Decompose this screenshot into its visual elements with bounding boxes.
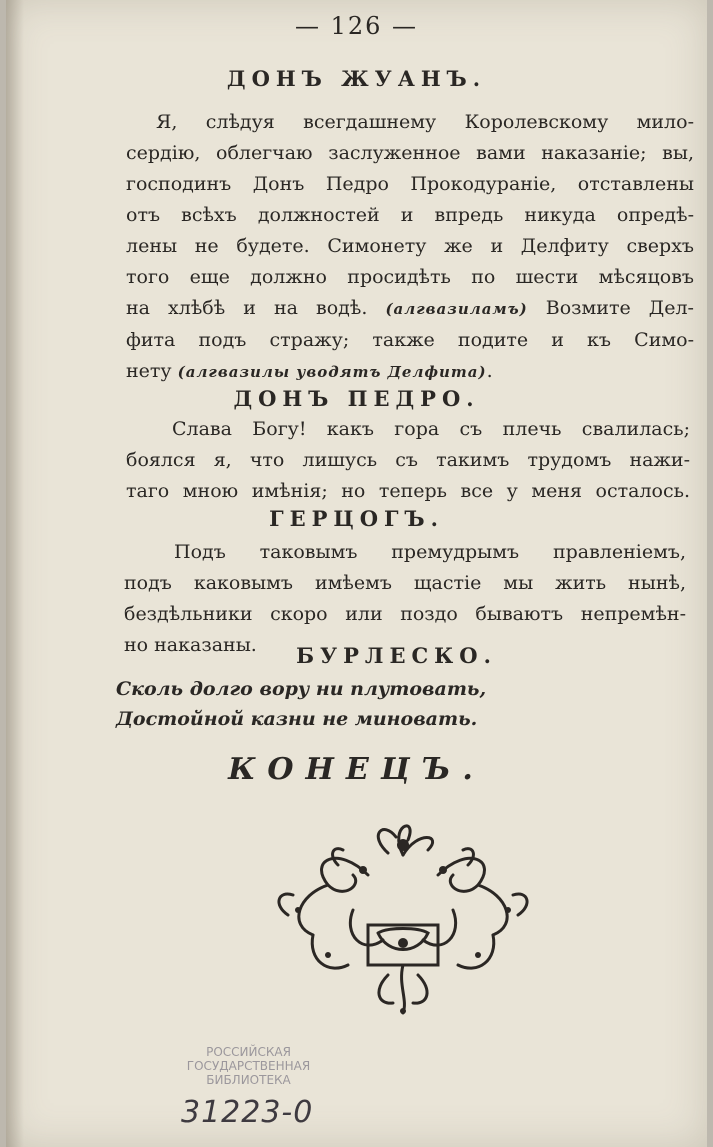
text-segment: Возмите Дел-	[527, 297, 694, 319]
speaker-burlesko: БУРЛЕСКО.	[296, 643, 497, 668]
text-line: боялся я, что лишусь съ такимъ трудомъ нажи-	[126, 449, 690, 471]
text-line: но наказаны.	[124, 634, 257, 656]
speaker-don-juan: ДОНЪ ЖУАНЪ.	[226, 66, 487, 91]
text-segment: нету	[126, 360, 178, 382]
stamp-line: ГОСУДАРСТВЕННАЯ	[186, 1059, 311, 1073]
finis-heading: КОНЕЦЪ.	[228, 752, 485, 787]
text-segment: на хлѣбѣ и на водѣ.	[126, 297, 386, 319]
page-gutter-shadow	[6, 0, 24, 1147]
verse-line: Достойной казни не миновать.	[116, 708, 478, 730]
speaker-don-pedro: ДОНЪ ПЕДРО.	[233, 386, 480, 411]
text-line: фита подъ стражу; также подите и къ Симо-	[126, 329, 694, 351]
text-line-with-stage	[126, 356, 694, 388]
speech-don-pedro-cont	[126, 445, 690, 507]
stage-direction: (алгвазиламъ)	[385, 300, 528, 318]
stage-direction: (алгвазилы уводятъ Делфита)	[177, 363, 487, 381]
text-line: Подъ таковымъ премудрымъ правленіемъ,	[174, 541, 686, 563]
text-line: подъ каковымъ имѣемъ щастіе мы жить нынѣ,	[124, 572, 686, 594]
handwritten-shelfmark: 31223-0	[181, 1095, 314, 1130]
stamp-line: БИБЛИОТЕКА	[206, 1073, 291, 1087]
text-line: сердію, облегчаю заслуженное вами наказаніе; вы,	[126, 142, 694, 164]
text-line: лены не будете. Симонету же и Делфиту сверхъ	[126, 235, 694, 257]
speech-don-pedro	[172, 414, 690, 445]
text-line: того еще должно просидѣть по шести мѣсяцовъ	[126, 266, 694, 288]
text-line: таго мною имѣнія; но теперь все у меня осталось.	[126, 480, 690, 502]
speech-duke	[174, 537, 686, 568]
text-line: Слава Богу! какъ гора съ плечь свалилась;	[172, 418, 690, 440]
speaker-duke: ГЕРЦОГЪ.	[269, 506, 444, 531]
text-line: отъ всѣхъ должностей и впредь никуда опредѣ-	[126, 204, 694, 226]
text-line-with-stage	[126, 293, 694, 325]
speech-don-juan-cont	[126, 138, 694, 388]
closing-verse	[116, 674, 616, 734]
stamp-line: РОССИЙСКАЯ	[206, 1045, 291, 1059]
speech-don-juan	[156, 107, 694, 138]
page-number: — 126 —	[294, 12, 419, 40]
floral-vignette-icon	[268, 815, 538, 1015]
book-page	[6, 0, 707, 1147]
text-line: Я, слѣдуя всегдашнему Королевскому мило-	[156, 111, 694, 133]
text-line: бездѣльники скоро или поздо бываютъ непремѣн-	[124, 603, 686, 625]
text-line: господинъ Донъ Педро Прокодураніе, отставлены	[126, 173, 694, 195]
library-stamp	[181, 1045, 316, 1087]
verse-line: Сколь долго вору ни плутовать,	[116, 678, 487, 700]
text-segment: .	[486, 360, 493, 382]
